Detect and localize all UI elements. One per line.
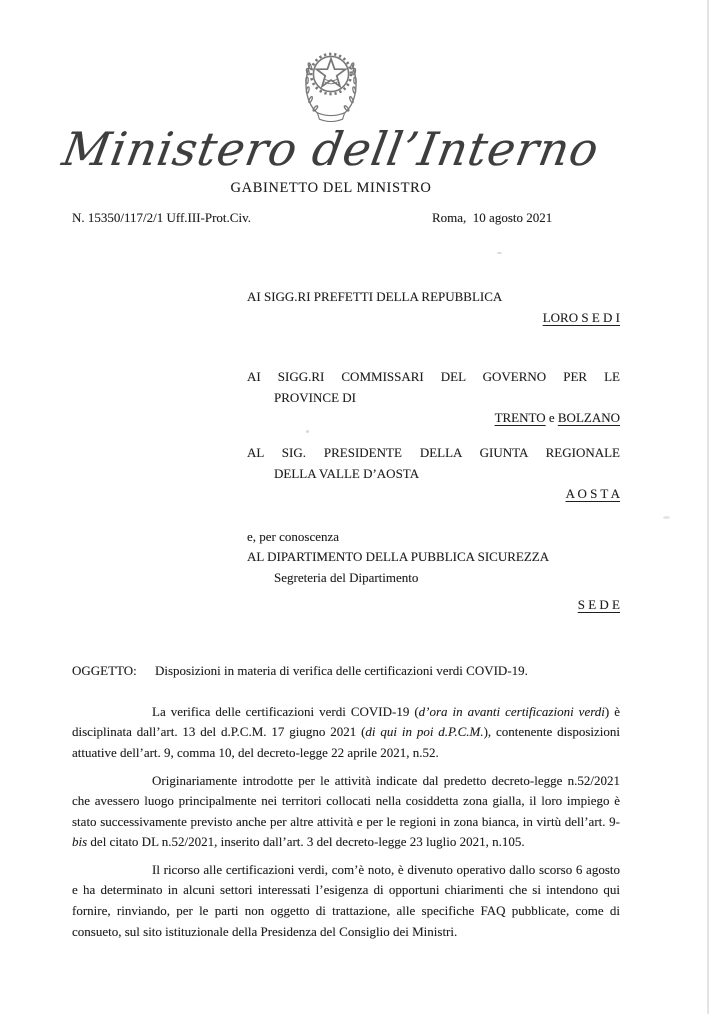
paragraph-text-italic: di qui in poi d.P.C.M. xyxy=(365,724,484,740)
scan-speck xyxy=(663,516,670,519)
place-date: Roma, 10 agosto 2021 xyxy=(432,210,553,225)
recipient-presidente-giunta xyxy=(247,443,620,505)
recipient-commissari xyxy=(247,367,620,429)
paragraph-text: ), contenente disposizioni attuative dell’art. 9, comma 10, del decreto-legge 22 aprile 2021, n.52. xyxy=(72,724,621,760)
subject-row xyxy=(72,661,620,682)
recipients-block xyxy=(247,287,620,615)
recipient-line: PROVINCE DI xyxy=(274,389,356,405)
paragraph-text: Il ricorso alle certificazioni verdi, com’è noto, è divenuto operativo dallo scorso 6 agosto e ha determinato in alcuni settori interessati l’esigenza di opportuni chiarimenti che si intendono qui fornire, rinviando, per le parti non oggetto di trattazione, alle specifiche FAQ pubblicate, come di consueto, sul sito istituzionale della Presidenza del Consiglio dei Ministri. xyxy=(72,861,620,939)
recipient-cc-intro: e, per conoscenza xyxy=(247,528,340,544)
body-paragraph-3 xyxy=(72,860,620,942)
recipient-line: AL SIG. PRESIDENTE DELLA GIUNTA REGIONALE xyxy=(247,444,620,460)
seat-text: LORO S E D I xyxy=(542,309,620,325)
seat-text-bolzano: BOLZANO xyxy=(557,410,620,426)
seat-line xyxy=(247,308,620,329)
recipient-line: DELLA VALLE D’AOSTA xyxy=(274,465,420,481)
recipient-prefetti xyxy=(247,287,620,328)
recipient-line: AI SIGG.RI PREFETTI DELLA REPUBBLICA xyxy=(247,289,503,304)
recipient-line: Segreteria del Dipartimento xyxy=(274,569,419,585)
recipient-line: AL DIPARTIMENTO DELLA PUBBLICA SICUREZZA xyxy=(247,549,550,565)
letterhead xyxy=(57,42,605,199)
paragraph-text: ) è disciplinata dall’art. 13 del d.P.C.M. 17 giugno 2021 ( xyxy=(72,703,620,740)
seat-conjunction: e xyxy=(545,410,558,426)
recipient-dipartimento-ps xyxy=(247,527,620,615)
paragraph-text: del citato DL n.52/2021, inserito dall’art. 3 del decreto-legge 23 luglio 2021, n.105. xyxy=(87,834,525,850)
protocol-number: N. 15350/117/2/1 Uff.III-Prot.Civ. xyxy=(72,210,251,225)
protocol-row xyxy=(72,208,620,229)
body-paragraph-2 xyxy=(72,771,620,853)
seat-line xyxy=(247,408,620,429)
subject-label: OGGETTO: xyxy=(72,663,137,679)
paragraph-text-italic: bis xyxy=(72,834,88,850)
seat-text-trento: TRENTO xyxy=(494,410,546,426)
body-paragraph-1 xyxy=(72,702,620,764)
recipient-line: AI SIGG.RI COMMISSARI DEL GOVERNO PER LE xyxy=(247,369,620,385)
subject-text: Disposizioni in materia di verifica delle certificazioni verdi COVID-19. xyxy=(155,663,528,679)
seat-text: S E D E xyxy=(577,596,620,612)
letter-body xyxy=(72,702,620,943)
seat-text: A O S T A xyxy=(565,486,620,502)
republic-emblem-icon xyxy=(57,42,605,120)
seat-line xyxy=(247,595,620,616)
paragraph-text: La verifica delle certificazioni verdi COVID-19 ( xyxy=(152,703,419,719)
letter-content xyxy=(58,0,621,949)
seat-line xyxy=(247,484,620,505)
office-title: GABINETTO DEL MINISTRO xyxy=(230,180,432,196)
paragraph-text-italic: d’ora in avanti certificazioni verdi xyxy=(418,703,605,719)
ministry-script-title: Ministero dell’Interno xyxy=(58,122,604,176)
scan-edge-line xyxy=(707,0,709,1014)
paragraph-text: Originariamente introdotte per le attività indicate dal predetto decreto-legge n.52/2021 che avessero luogo principalmente nei territori collocati nella cosiddetta zona gialla, il loro impiego è stato successivamente previsto anche per altre attività e per le regioni in zona bianca, in virtù dell’art. 9- xyxy=(72,772,620,829)
